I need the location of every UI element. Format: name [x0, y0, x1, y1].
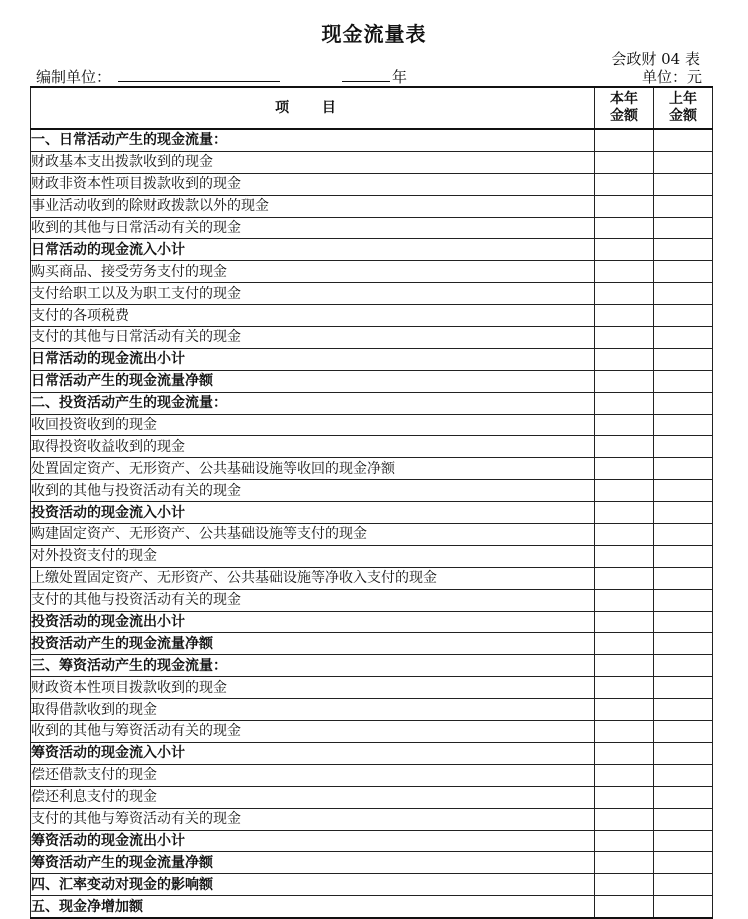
- table-body: [31, 129, 713, 918]
- current-year-amount-cell[interactable]: [595, 852, 654, 874]
- row-label: 上缴处置固定资产、无形资产、公共基础设施等净收入支付的现金: [31, 567, 595, 589]
- table-row: [31, 261, 713, 283]
- prior-year-amount-cell[interactable]: [654, 370, 713, 392]
- reporting-unit-field[interactable]: [118, 81, 280, 82]
- row-label: 财政基本支出拨款收到的现金: [31, 151, 595, 173]
- cash-flow-table: [30, 86, 713, 919]
- row-label: 筹资活动产生的现金流量净额: [31, 852, 595, 874]
- prior-year-amount-cell[interactable]: [654, 348, 713, 370]
- form-code: 会政财 04 表: [611, 50, 700, 68]
- row-label: 日常活动产生的现金流量净额: [31, 370, 595, 392]
- current-year-amount-cell[interactable]: [595, 436, 654, 458]
- prior-year-amount-cell[interactable]: [654, 305, 713, 327]
- prior-year-amount-cell[interactable]: [654, 567, 713, 589]
- row-label: 收到的其他与投资活动有关的现金: [31, 480, 595, 502]
- current-year-amount-cell[interactable]: [595, 830, 654, 852]
- table-row: [31, 414, 713, 436]
- table-row: [31, 589, 713, 611]
- row-label: 财政非资本性项目拨款收到的现金: [31, 173, 595, 195]
- table-row: [31, 239, 713, 261]
- prior-year-amount-cell[interactable]: [654, 414, 713, 436]
- table-row: [31, 567, 713, 589]
- current-year-amount-cell[interactable]: [595, 480, 654, 502]
- current-year-amount-cell[interactable]: [595, 677, 654, 699]
- current-year-amount-cell[interactable]: [595, 283, 654, 305]
- prior-year-amount-cell[interactable]: [654, 151, 713, 173]
- row-label: 投资活动产生的现金流量净额: [31, 633, 595, 655]
- prior-year-amount-cell[interactable]: [654, 480, 713, 502]
- table-row: [31, 436, 713, 458]
- current-year-amount-cell[interactable]: [595, 655, 654, 677]
- current-year-amount-cell[interactable]: [595, 370, 654, 392]
- current-year-amount-cell[interactable]: [595, 173, 654, 195]
- prior-year-amount-cell[interactable]: [654, 896, 713, 918]
- current-year-amount-cell[interactable]: [595, 151, 654, 173]
- table-row: [31, 217, 713, 239]
- table-row: [31, 151, 713, 173]
- prior-year-amount-cell[interactable]: [654, 852, 713, 874]
- row-label: 支付给职工以及为职工支付的现金: [31, 283, 595, 305]
- row-label: 筹资活动的现金流入小计: [31, 742, 595, 764]
- header-current-year: 本年 金额: [595, 87, 654, 129]
- current-year-amount-cell[interactable]: [595, 633, 654, 655]
- row-label: 支付的其他与日常活动有关的现金: [31, 327, 595, 349]
- current-year-amount-cell[interactable]: [595, 786, 654, 808]
- prior-year-amount-cell[interactable]: [654, 589, 713, 611]
- prior-year-amount-cell[interactable]: [654, 633, 713, 655]
- table-row: [31, 808, 713, 830]
- currency-unit-label: 单位：元: [641, 68, 702, 86]
- current-year-amount-cell[interactable]: [595, 721, 654, 743]
- prior-year-amount-cell[interactable]: [654, 217, 713, 239]
- row-label: 购买商品、接受劳务支付的现金: [31, 261, 595, 283]
- table-row: [31, 830, 713, 852]
- table-row: [31, 655, 713, 677]
- prior-year-amount-cell[interactable]: [654, 742, 713, 764]
- prior-year-amount-cell[interactable]: [654, 436, 713, 458]
- table-row: [31, 852, 713, 874]
- row-label: 支付的其他与筹资活动有关的现金: [31, 808, 595, 830]
- current-year-amount-cell[interactable]: [595, 808, 654, 830]
- table-row: [31, 458, 713, 480]
- row-label: 日常活动的现金流入小计: [31, 239, 595, 261]
- table-row: [31, 502, 713, 524]
- prior-year-amount-cell[interactable]: [654, 195, 713, 217]
- row-label: 事业活动收到的除财政拨款以外的现金: [31, 195, 595, 217]
- prior-year-amount-cell[interactable]: [654, 721, 713, 743]
- table-row: [31, 480, 713, 502]
- current-year-amount-cell[interactable]: [595, 524, 654, 546]
- current-year-amount-cell[interactable]: [595, 567, 654, 589]
- table-row: [31, 524, 713, 546]
- row-label: 收回投资收到的现金: [31, 414, 595, 436]
- row-label: 五、现金净增加额: [31, 896, 595, 918]
- current-year-amount-cell[interactable]: [595, 129, 654, 151]
- table-row: [31, 633, 713, 655]
- current-year-amount-cell[interactable]: [595, 611, 654, 633]
- current-year-amount-cell[interactable]: [595, 874, 654, 896]
- current-year-amount-cell[interactable]: [595, 239, 654, 261]
- header-item: 项 目: [31, 87, 595, 129]
- prior-year-amount-cell[interactable]: [654, 458, 713, 480]
- row-label: 购建固定资产、无形资产、公共基础设施等支付的现金: [31, 524, 595, 546]
- prior-year-amount-cell[interactable]: [654, 611, 713, 633]
- current-year-amount-cell[interactable]: [595, 896, 654, 918]
- current-year-amount-cell[interactable]: [595, 392, 654, 414]
- table-row: [31, 764, 713, 786]
- current-year-amount-cell[interactable]: [595, 589, 654, 611]
- prior-year-amount-cell[interactable]: [654, 764, 713, 786]
- table-row: [31, 305, 713, 327]
- header-prior-year: 上年 金额: [654, 87, 713, 129]
- prior-year-amount-cell[interactable]: [654, 655, 713, 677]
- prior-year-amount-cell[interactable]: [654, 808, 713, 830]
- table-row: [31, 742, 713, 764]
- row-label: 支付的各项税费: [31, 305, 595, 327]
- current-year-amount-cell[interactable]: [595, 261, 654, 283]
- current-year-amount-cell[interactable]: [595, 545, 654, 567]
- prior-year-amount-cell[interactable]: [654, 129, 713, 151]
- prior-year-amount-cell[interactable]: [654, 502, 713, 524]
- row-label: 支付的其他与投资活动有关的现金: [31, 589, 595, 611]
- table-row: [31, 392, 713, 414]
- prior-year-amount-cell[interactable]: [654, 677, 713, 699]
- row-label: 日常活动的现金流出小计: [31, 348, 595, 370]
- prior-year-amount-cell[interactable]: [654, 173, 713, 195]
- row-label: 取得投资收益收到的现金: [31, 436, 595, 458]
- table-row: [31, 327, 713, 349]
- row-label: 收到的其他与日常活动有关的现金: [31, 217, 595, 239]
- current-year-amount-cell[interactable]: [595, 764, 654, 786]
- current-year-amount-cell[interactable]: [595, 327, 654, 349]
- prior-year-amount-cell[interactable]: [654, 786, 713, 808]
- row-label: 筹资活动的现金流出小计: [31, 830, 595, 852]
- current-year-amount-cell[interactable]: [595, 458, 654, 480]
- current-year-amount-cell[interactable]: [595, 217, 654, 239]
- table-row: [31, 195, 713, 217]
- prior-year-amount-cell[interactable]: [654, 327, 713, 349]
- prior-year-amount-cell[interactable]: [654, 239, 713, 261]
- prior-year-amount-cell[interactable]: [654, 261, 713, 283]
- table-row: [31, 283, 713, 305]
- row-label: 处置固定资产、无形资产、公共基础设施等收回的现金净额: [31, 458, 595, 480]
- table-row: [31, 129, 713, 151]
- table-row: [31, 699, 713, 721]
- row-label: 四、汇率变动对现金的影响额: [31, 874, 595, 896]
- row-label: 投资活动的现金流入小计: [31, 502, 595, 524]
- prior-year-amount-cell[interactable]: [654, 830, 713, 852]
- row-label: 偿还利息支付的现金: [31, 786, 595, 808]
- prior-year-amount-cell[interactable]: [654, 699, 713, 721]
- table-header-row: [31, 87, 713, 129]
- row-label: 偿还借款支付的现金: [31, 764, 595, 786]
- row-label: 对外投资支付的现金: [31, 545, 595, 567]
- row-label: 收到的其他与筹资活动有关的现金: [31, 721, 595, 743]
- table-row: [31, 348, 713, 370]
- table-row: [31, 545, 713, 567]
- prior-year-amount-cell[interactable]: [654, 392, 713, 414]
- table-row: [31, 786, 713, 808]
- table-row: [31, 874, 713, 896]
- prior-year-amount-cell[interactable]: [654, 524, 713, 546]
- table-row: [31, 173, 713, 195]
- row-label: 投资活动的现金流出小计: [31, 611, 595, 633]
- table-row: [31, 611, 713, 633]
- table-row: [31, 370, 713, 392]
- row-label: 一、日常活动产生的现金流量：: [31, 129, 595, 151]
- row-label: 财政资本性项目拨款收到的现金: [31, 677, 595, 699]
- current-year-amount-cell[interactable]: [595, 305, 654, 327]
- meta-row: [36, 64, 702, 86]
- row-label: 三、筹资活动产生的现金流量：: [31, 655, 595, 677]
- year-field[interactable]: [342, 81, 390, 82]
- reporting-unit-label: 编制单位：: [36, 68, 112, 86]
- prior-year-amount-cell[interactable]: [654, 283, 713, 305]
- row-label: 二、投资活动产生的现金流量：: [31, 392, 595, 414]
- table-row: [31, 677, 713, 699]
- current-year-amount-cell[interactable]: [595, 348, 654, 370]
- page-title: 现金流量表: [321, 22, 427, 46]
- current-year-amount-cell[interactable]: [595, 195, 654, 217]
- current-year-amount-cell[interactable]: [595, 414, 654, 436]
- table-row: [31, 721, 713, 743]
- prior-year-amount-cell[interactable]: [654, 545, 713, 567]
- current-year-amount-cell[interactable]: [595, 742, 654, 764]
- table-row: [31, 896, 713, 918]
- prior-year-amount-cell[interactable]: [654, 874, 713, 896]
- row-label: 取得借款收到的现金: [31, 699, 595, 721]
- year-label: 年: [392, 68, 408, 86]
- current-year-amount-cell[interactable]: [595, 699, 654, 721]
- current-year-amount-cell[interactable]: [595, 502, 654, 524]
